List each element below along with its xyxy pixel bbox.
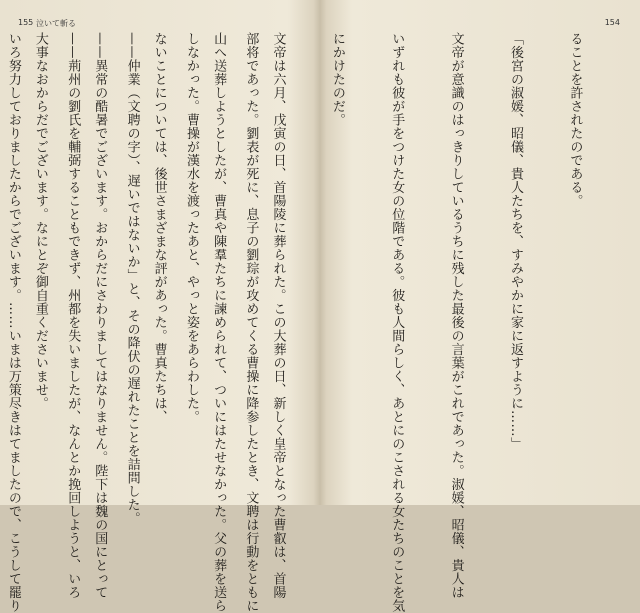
text-line: 文帝は六月、戊寅の日、首陽陵に葬られた。この大葬の日、新しく皇帝となった曹叡は、首陽 [270,32,286,599]
text-line: 部将であった。劉表が死に、息子の劉琮が攻めてくる曹操に降参したとき、文聘は行動をともに [243,32,259,613]
text-line: にかけたのだ。 [329,32,345,127]
text-line: いろ努力しておりましたからでございます。……いまは万策尽きはてましたので、こうして罷り [5,32,21,613]
text-line: 文帝が意識のはっきりしているうちに残した最後の言葉がこれであった。淑媛、昭儀、貴人は [448,32,464,599]
text-line: 「後宮の淑媛、昭儀、貴人たちを、すみやかに家に返すように……」 [508,32,524,451]
text-line: ないことについては、後世さまざまな評があった。曹真たちは、 [151,32,167,424]
text-line: ——荊州の劉氏を輔弼することもできず、州都を失いましたが、なんとか挽回しようと、いろ [65,32,81,599]
text-line: 山へ送葬しようとしたが、曹真や陳羣たちに諫められて、ついにはたせなかった。父の葬を送ら [211,32,227,613]
text-line: ることを許されたのである。 [567,32,583,208]
page-number: 155 [18,18,34,27]
text-line: いずれも彼が手をつけた女の位階である。彼も人間らしく、あとにのこされる女たちのことを気 [389,32,405,613]
text-line: 大事なおからだでございます。なにとぞ御自重くださいませ。 [32,32,48,410]
page-number: 154 [604,18,620,27]
text-line: ——仲業（文聘の字）、遅いではないか」と、その降伏の遅れたことを詰問した。 [124,32,140,525]
text-line: ——異常の酷暑でございます。おからだにさわりましてはなりません。陛下は魏の国にとって [92,32,108,599]
running-title: 泣いて斬る [36,19,76,28]
text-line: しなかった。曹操が漢水を渡ったあと、やっと姿をあらわした。 [184,32,200,424]
